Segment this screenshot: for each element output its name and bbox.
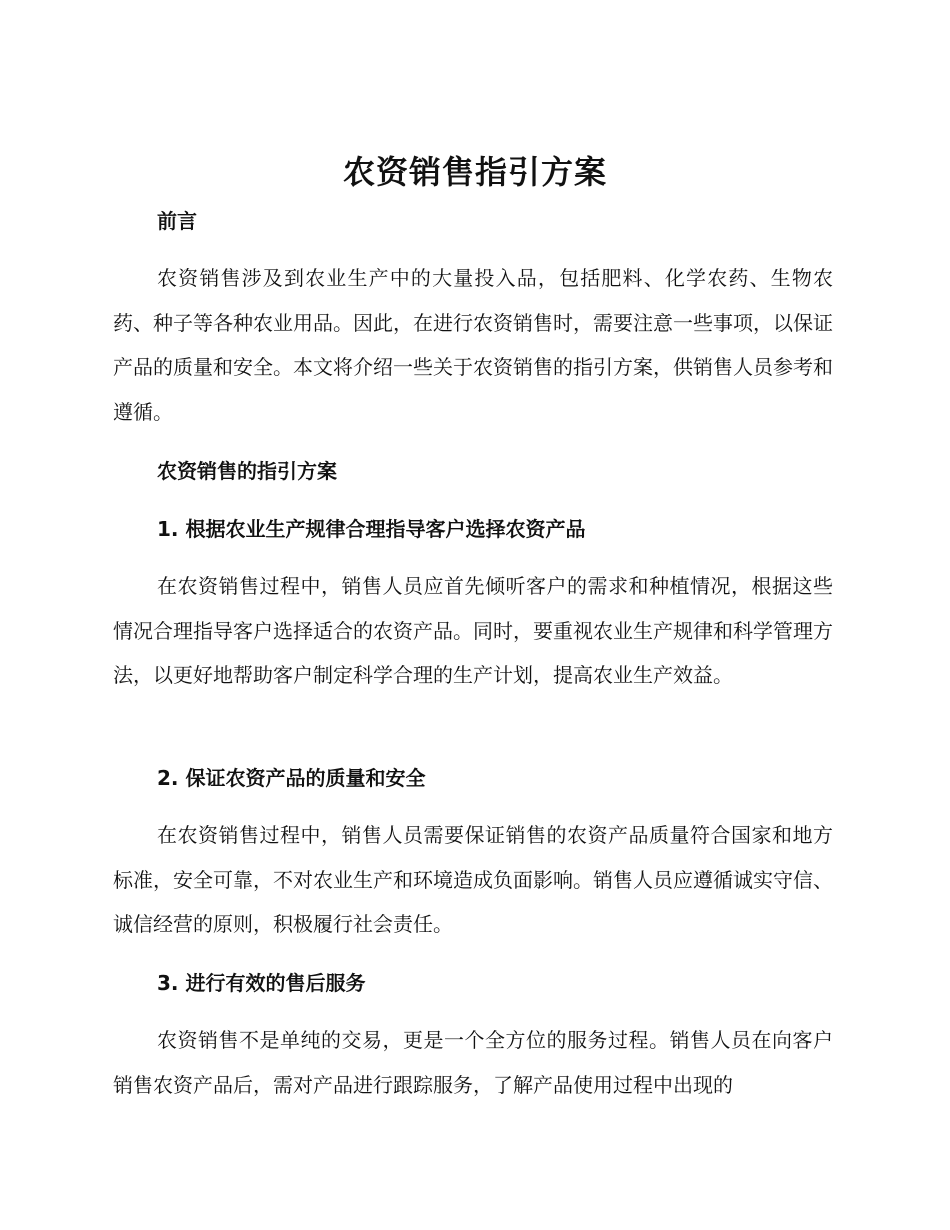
preface-paragraph: 农资销售涉及到农业生产中的大量投入品，包括肥料、化学农药、生物农药、种子等各种农业用品。因此，在进行农资销售时，需要注意一些事项，以保证产品的质量和安全。本文将介绍一些关于农资销售的指引方案，供销售人员参考和遵循。 — [113, 266, 833, 424]
guide-heading: 农资销售的指引方案 — [157, 459, 337, 483]
document-title: 农资销售指引方案 — [342, 153, 607, 191]
section-1-paragraph: 在农资销售过程中，销售人员应首先倾听客户的需求和种植情况，根据这些情况合理指导客户选择适合的农资产品。同时，要重视农业生产规律和科学管理方法，以更好地帮助客户制定科学合理的生产计划，提高农业生产效益。 — [113, 574, 833, 687]
section-2-paragraph: 在农资销售过程中，销售人员需要保证销售的农资产品质量符合国家和地方标准，安全可靠，不对农业生产和环境造成负面影响。销售人员应遵循诚实守信、诚信经营的原则，积极履行社会责任。 — [113, 823, 833, 936]
section-2-heading: 2. 保证农资产品的质量和安全 — [157, 766, 426, 790]
section-3-paragraph: 农资销售不是单纯的交易，更是一个全方位的服务过程。销售人员在向客户销售农资产品后，需对产品进行跟踪服务，了解产品使用过程中出现的 — [113, 1028, 833, 1097]
preface-heading: 前言 — [157, 209, 197, 233]
section-1-heading: 1. 根据农业生产规律合理指导客户选择农资产品 — [157, 517, 586, 541]
section-3-heading: 3. 进行有效的售后服务 — [157, 971, 366, 995]
